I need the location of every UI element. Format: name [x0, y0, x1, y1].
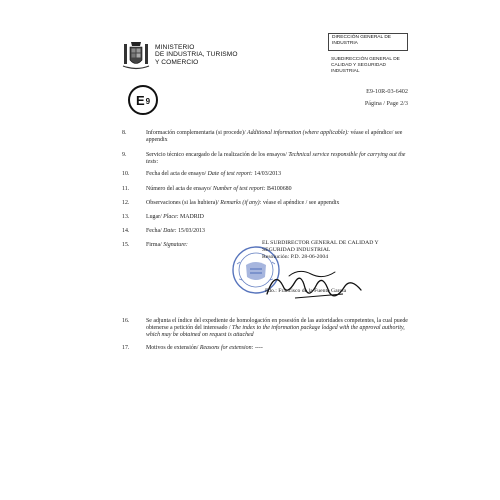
item-17	[122, 345, 412, 352]
item-text-es: Se adjunta el índice del expediente de homologación en posesión de las autoridades competentes, la cual puede obtenerse a petición del interesado /	[146, 318, 408, 332]
item-text-en: Signature:	[161, 242, 188, 248]
ministry-line: Y COMERCIO	[155, 58, 199, 66]
item-text-es: Observaciones (si las hubiera)/	[146, 200, 219, 206]
subdirection-block	[331, 57, 411, 74]
item-number: 10.	[122, 171, 130, 177]
item-number: 14.	[122, 228, 130, 234]
item-text-es: Servicio técnico encargado de la realización de los ensayos/	[146, 152, 287, 158]
item-value: MADRID	[178, 214, 204, 220]
item-10	[122, 171, 412, 178]
item-text-en: Reasons for extension:	[198, 345, 254, 351]
subdirection-line: SUBDIRECCIÓN GENERAL DE	[331, 57, 400, 62]
item-number: 15.	[122, 242, 130, 248]
item-11	[122, 186, 412, 193]
item-8	[122, 130, 412, 144]
handwritten-signature	[265, 264, 365, 308]
item-value: véase el apéndice/ see appendix	[146, 130, 403, 144]
item-number: 12.	[122, 200, 130, 206]
spanish-coat-of-arms-icon	[122, 38, 150, 72]
direction-box	[328, 33, 408, 51]
item-number: 16.	[122, 318, 130, 324]
subdirection-line: INDUSTRIAL	[331, 68, 360, 74]
item-text-es: Información complementaria (si procede)/	[146, 130, 246, 136]
item-13	[122, 214, 412, 221]
item-text-es: Fecha/	[146, 228, 162, 234]
item-text-en: Date of test report:	[206, 171, 253, 177]
item-text-en: Technical service responsible for carrying out the tests:	[146, 152, 406, 166]
reference-block	[365, 86, 408, 110]
item-number: 17.	[122, 345, 130, 351]
item-text-en: Date:	[161, 228, 177, 234]
item-value: 14/03/2013	[252, 171, 282, 177]
reference-number: E9-10R-03-6402	[366, 88, 408, 95]
item-number: 11.	[122, 186, 130, 192]
item-text-es: Lugar/	[146, 214, 162, 220]
signatory-name: Fdo.: Francisco de la Fuente García	[265, 288, 347, 294]
item-12	[122, 200, 412, 207]
item-number: 9.	[122, 152, 127, 158]
item-16	[122, 318, 412, 340]
approval-mark	[128, 85, 158, 115]
item-text-en: Remarks (if any):	[218, 200, 262, 206]
item-text-es: Fecha del acta de ensayo/	[146, 171, 207, 177]
item-value: 15/03/2013	[176, 228, 205, 234]
signatory-resolution: Resolución: P.D. 28-06-2004	[262, 253, 329, 260]
item-text-en: Number of test report:	[211, 186, 266, 192]
approval-mark-letter: E	[135, 92, 145, 108]
item-text-es: Número del acta de ensayo/	[146, 186, 212, 192]
item-text-en: Additional information (where applicable):	[245, 130, 350, 136]
page-number: Página / Page 2/3	[364, 100, 408, 107]
item-9	[122, 152, 412, 166]
signatory-title-line: EL SUBDIRECTOR GENERAL DE CALIDAD Y	[262, 240, 379, 246]
item-number: 13.	[122, 214, 130, 220]
direction-line: INDUSTRIA	[332, 41, 358, 46]
item-text-en: The index to the information package lodged with the approval authority, which may be obtained on request is attached	[146, 325, 405, 339]
direction-line: DIRECCIÓN GENERAL DE	[332, 35, 391, 40]
item-number: 8.	[122, 130, 127, 136]
item-value: B4100680	[265, 186, 292, 192]
signatory-title-line: SEGURIDAD INDUSTRIAL	[262, 246, 331, 253]
approval-mark-number: 9	[145, 96, 151, 106]
item-text-es: Firma/	[146, 242, 162, 248]
ministry-heading	[155, 44, 238, 66]
item-text-es: Motivos de extensión/	[146, 345, 199, 351]
ministry-line: DE INDUSTRIA, TURISMO	[155, 51, 238, 59]
item-14	[122, 228, 412, 235]
signature-block	[262, 240, 422, 260]
subdirection-line: CALIDAD Y SEGURIDAD	[331, 62, 387, 68]
item-text-en: Place:	[161, 214, 179, 220]
ministry-line: MINISTERIO	[155, 44, 195, 51]
item-value: véase el apéndice / see appendix	[261, 200, 340, 206]
item-value: ----	[253, 345, 263, 351]
